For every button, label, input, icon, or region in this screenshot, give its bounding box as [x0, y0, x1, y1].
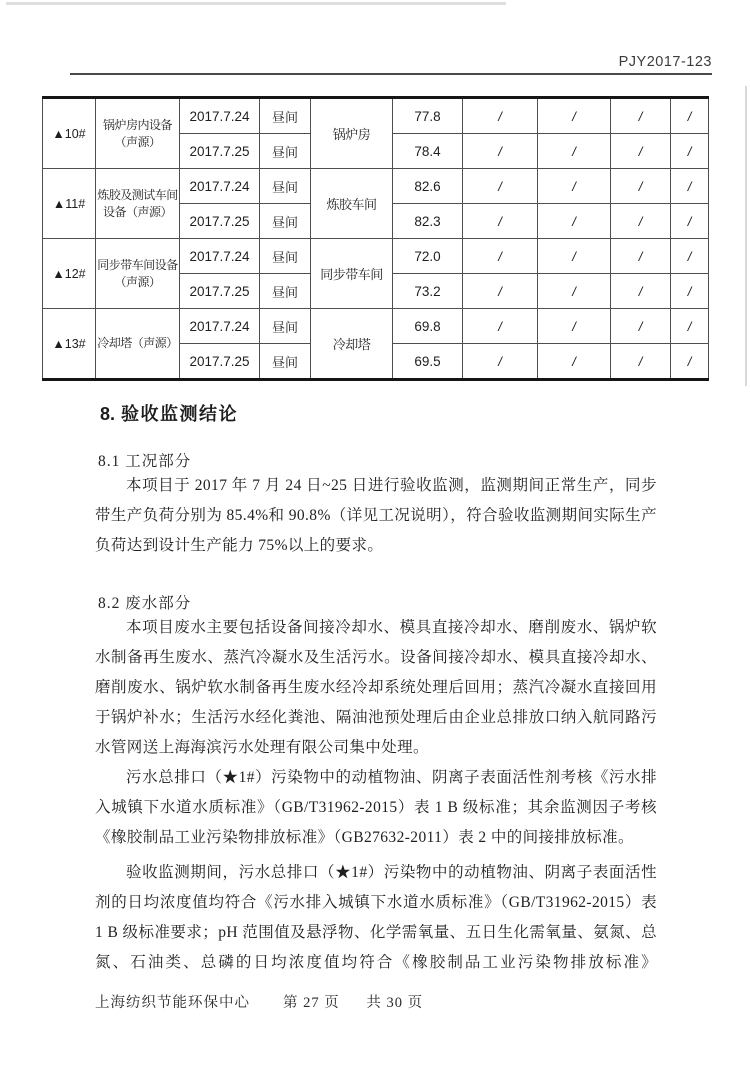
paragraph-wastewater-results: 验收监测期间，污水总排口（★1#）污染物中的动植物油、阴离子表面活性剂的日均浓度值均符合《污水排入城镇下水道水质标准》（GB/T31962-2015）表 1 B 级标准要求；pH 范围值及悬浮物、化学需氧量、五日生化需氧量、氨氮、总氮、石油类、总磷的日均浓度值均符合《橡胶制品工业污染物排放标准》: [95, 864, 657, 971]
period-cell: 昼间: [260, 204, 311, 239]
na-cell: /: [538, 204, 611, 239]
location-cell: 炼胶车间: [311, 169, 393, 239]
period-cell: 昼间: [260, 309, 311, 344]
na-cell: /: [538, 344, 611, 380]
na-cell: /: [538, 274, 611, 309]
source-name-cell: 冷却塔（声源）: [96, 309, 180, 380]
source-name-cell: 锅炉房内设备（声源）: [96, 98, 180, 169]
section-title-text: 验收监测结论: [121, 404, 239, 424]
na-cell: /: [463, 239, 538, 274]
na-cell: /: [671, 169, 709, 204]
value-cell: 78.4: [393, 134, 463, 169]
value-cell: 73.2: [393, 274, 463, 309]
source-id-cell: ▲12#: [43, 239, 96, 309]
na-cell: /: [463, 344, 538, 380]
na-cell: /: [671, 239, 709, 274]
date-cell: 2017.7.24: [180, 98, 260, 134]
value-cell: 69.5: [393, 344, 463, 380]
na-cell: /: [671, 98, 709, 134]
source-id-cell: ▲13#: [43, 309, 96, 380]
paragraph-block-82: [95, 613, 657, 978]
footer-organization: 上海纺织节能环保中心: [95, 995, 250, 1011]
footer-page-current: 第 27 页: [283, 995, 340, 1011]
footer-page-info: [283, 991, 423, 1012]
na-cell: /: [463, 98, 538, 134]
source-name-cell: 炼胶及测试车间设备（声源）: [96, 169, 180, 239]
noise-monitoring-table: [42, 96, 709, 381]
document-number-header: [70, 54, 712, 75]
section-heading-conclusions: [100, 400, 238, 426]
period-cell: 昼间: [260, 98, 311, 134]
na-cell: /: [671, 204, 709, 239]
location-cell: 同步带车间: [311, 239, 393, 309]
na-cell: /: [611, 204, 671, 239]
table-row: [43, 169, 709, 204]
value-cell: 82.6: [393, 169, 463, 204]
table-row: [43, 98, 709, 134]
na-cell: /: [463, 169, 538, 204]
period-cell: 昼间: [260, 169, 311, 204]
period-cell: 昼间: [260, 134, 311, 169]
period-cell: 昼间: [260, 274, 311, 309]
footer-page-total: 共 30 页: [366, 995, 424, 1011]
section-number: 8.: [100, 404, 116, 424]
na-cell: /: [463, 204, 538, 239]
value-cell: 72.0: [393, 239, 463, 274]
na-cell: /: [671, 134, 709, 169]
subsection-title-82: 8.2 废水部分: [98, 595, 192, 612]
period-cell: 昼间: [260, 344, 311, 380]
paragraph-block-81: [95, 471, 657, 561]
location-cell: 冷却塔: [311, 309, 393, 380]
date-cell: 2017.7.24: [180, 169, 260, 204]
na-cell: /: [538, 134, 611, 169]
source-id-cell: ▲10#: [43, 98, 96, 169]
source-name-cell: 同步带车间设备（声源）: [96, 239, 180, 309]
na-cell: /: [671, 344, 709, 380]
na-cell: /: [463, 274, 538, 309]
date-cell: 2017.7.25: [180, 274, 260, 309]
scan-artifact-top: [6, 2, 506, 5]
paragraph-wastewater-standards: 污水总排口（★1#）污染物中的动植物油、阴离子表面活性剂考核《污水排入城镇下水道水质标准》（GB/T31962-2015）表 1 B 级标准；其余监测因子考核《橡胶制品工业污染物排放标准》（GB27632-2011）表 2 中的间接排放标准。: [95, 769, 657, 846]
date-cell: 2017.7.25: [180, 204, 260, 239]
value-cell: 77.8: [393, 98, 463, 134]
na-cell: /: [611, 239, 671, 274]
location-cell: 锅炉房: [311, 98, 393, 169]
subsection-title-81: 8.1 工况部分: [98, 453, 192, 470]
na-cell: /: [463, 134, 538, 169]
na-cell: /: [611, 169, 671, 204]
value-cell: 82.3: [393, 204, 463, 239]
date-cell: 2017.7.24: [180, 239, 260, 274]
table-row: [43, 239, 709, 274]
na-cell: /: [538, 239, 611, 274]
na-cell: /: [538, 309, 611, 344]
value-cell: 69.8: [393, 309, 463, 344]
date-cell: 2017.7.24: [180, 309, 260, 344]
na-cell: /: [611, 98, 671, 134]
na-cell: /: [463, 309, 538, 344]
na-cell: /: [611, 344, 671, 380]
table-row: [43, 309, 709, 344]
paragraph-production-load: 本项目于 2017 年 7 月 24 日~25 日进行验收监测，监测期间正常生产，同步带生产负荷分别为 85.4%和 90.8%（详见工况说明），符合验收监测期间实际生产负荷达到设计生产能力 75%以上的要求。: [95, 477, 657, 554]
period-cell: 昼间: [260, 239, 311, 274]
scan-artifact-right-edge: [745, 86, 747, 386]
date-cell: 2017.7.25: [180, 134, 260, 169]
na-cell: /: [611, 274, 671, 309]
source-id-cell: ▲11#: [43, 169, 96, 239]
date-cell: 2017.7.25: [180, 344, 260, 380]
na-cell: /: [671, 309, 709, 344]
na-cell: /: [671, 274, 709, 309]
na-cell: /: [611, 309, 671, 344]
document-number: PJY2017-123: [618, 54, 712, 70]
na-cell: /: [538, 98, 611, 134]
na-cell: /: [611, 134, 671, 169]
paragraph-wastewater-overview: 本项目废水主要包括设备间接冷却水、模具直接冷却水、磨削废水、锅炉软水制备再生废水、蒸汽冷凝水及生活污水。设备间接冷却水、模具直接冷却水、磨削废水、锅炉软水制备再生废水经冷却系统处理后回用；蒸汽冷凝水直接回用于锅炉补水；生活污水经化粪池、隔油池预处理后由企业总排放口纳入航同路污水管网送上海海滨污水处理有限公司集中处理。: [95, 619, 657, 756]
na-cell: /: [538, 169, 611, 204]
